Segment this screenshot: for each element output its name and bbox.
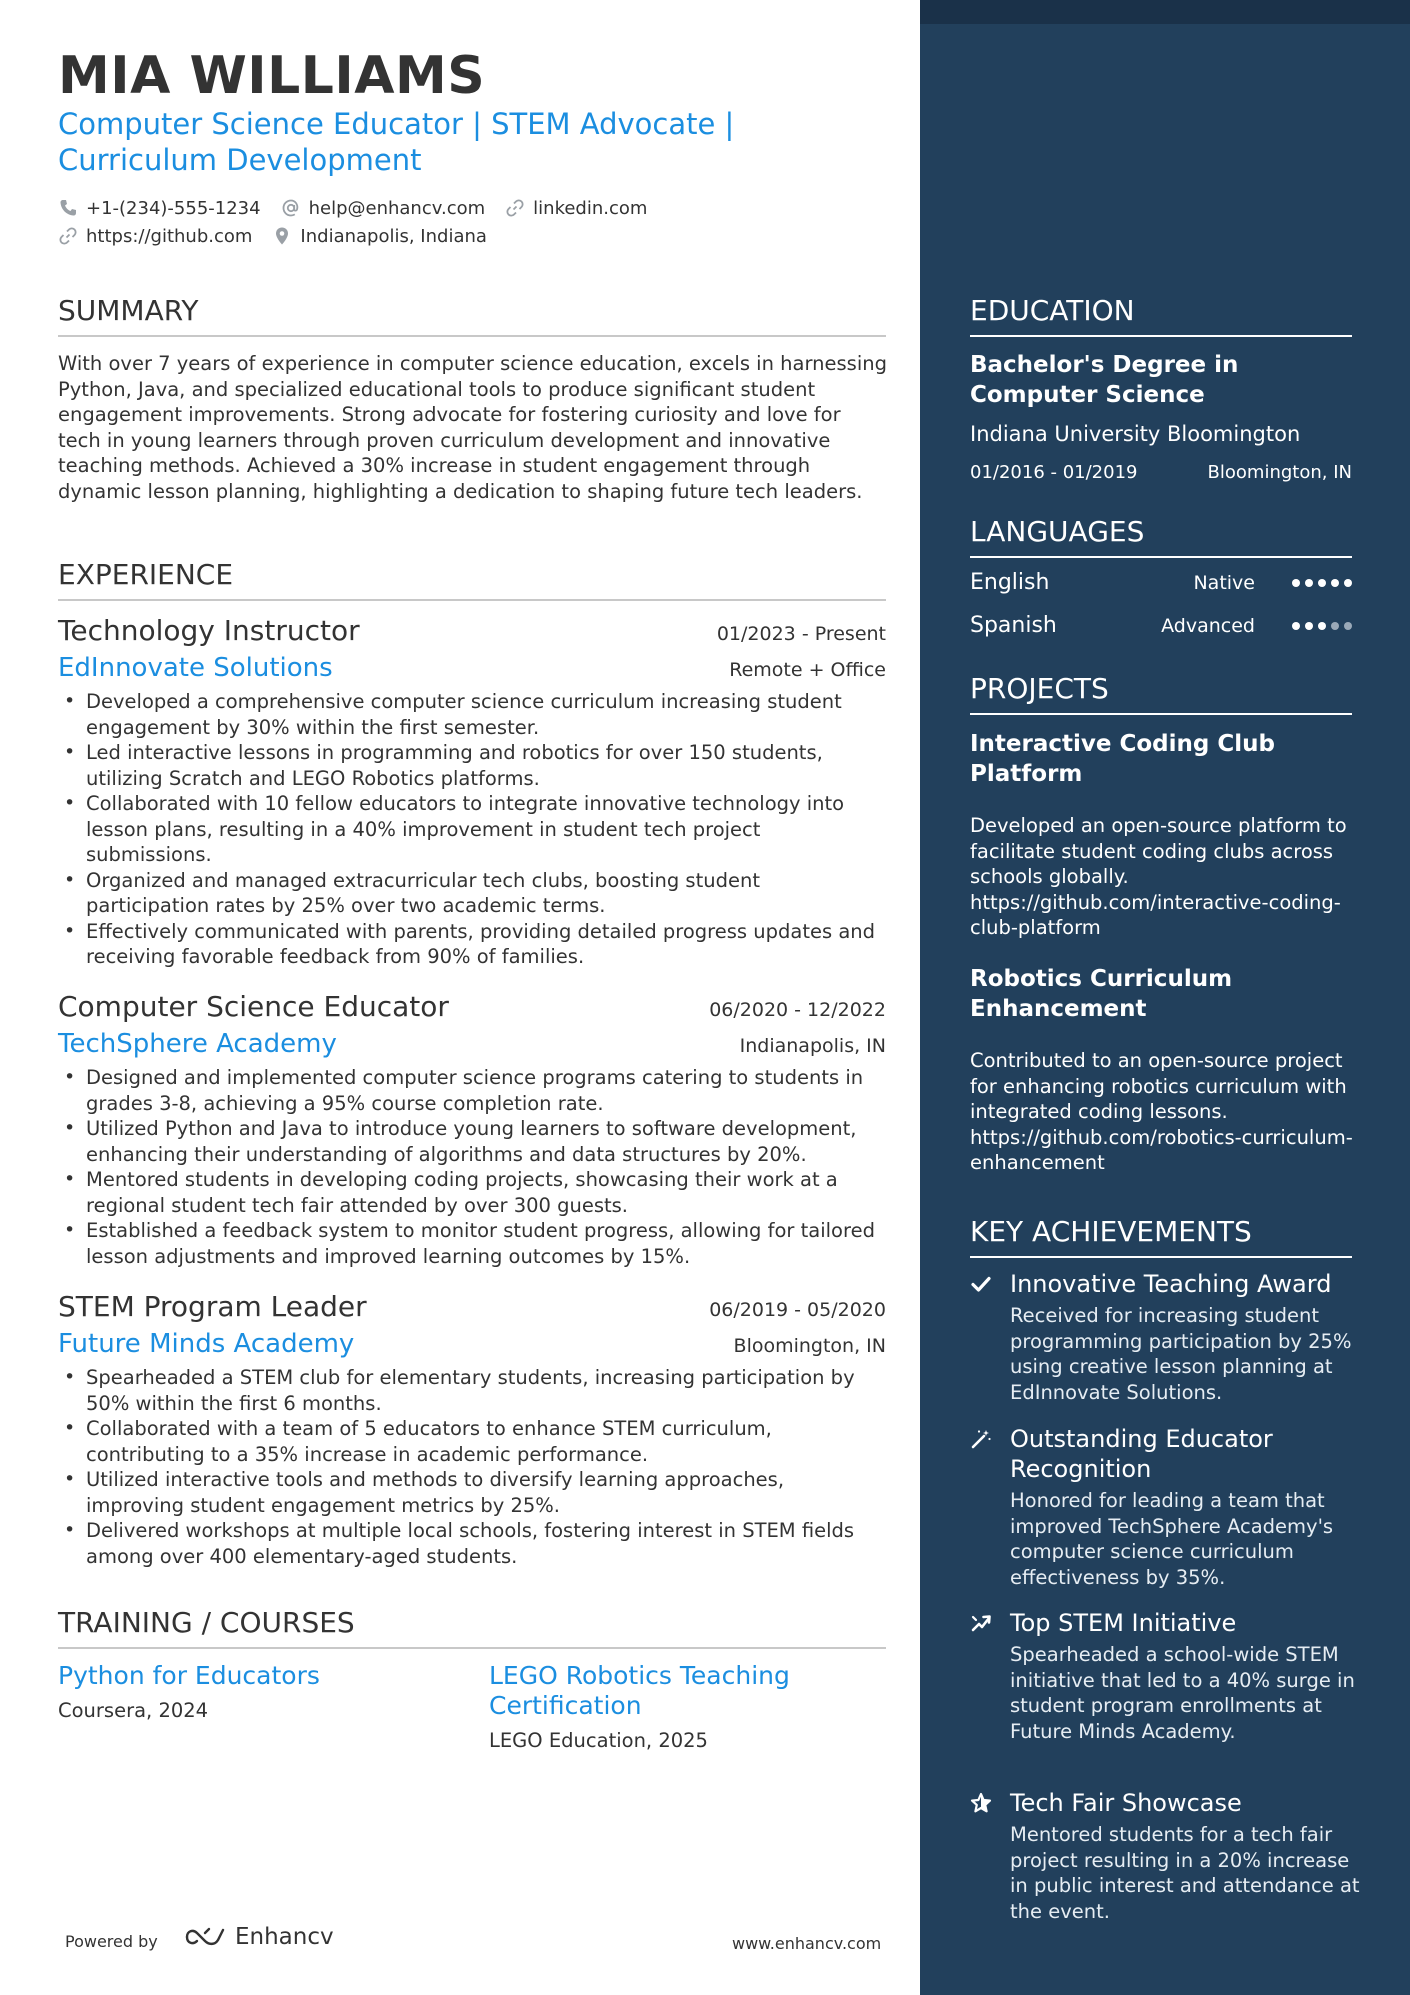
footer-website-link[interactable]: www.enhancv.com [732,1934,882,1953]
job-bullet: • Utilized Python and Java to introduce young learners to software development, enhancing their understanding of algorithms and data structures by 20%. [58,1116,886,1167]
experience-heading: EXPERIENCE [58,558,886,601]
contact-info [58,194,878,250]
proficiency-dots [1287,579,1352,587]
course-title: Python for Educators [58,1661,320,1690]
achievements-heading: KEY ACHIEVEMENTS [970,1215,1352,1258]
linkedin-text: linkedin.com [533,197,648,219]
job-entry [58,1290,886,1569]
checkmark-icon [970,1273,992,1295]
proficiency-dot-filled [1318,579,1326,587]
company-name: Future Minds Academy [58,1329,355,1359]
education-school: Indiana University Bloomington [970,422,1301,446]
job-bullet: • Led interactive lessons in programming and robotics for over 150 students, utilizing Scratch and LEGO Robotics platforms. [58,740,886,791]
sidebar-top-bar [920,0,1410,24]
achievement-title: Top STEM Initiative [1010,1609,1237,1637]
education-location: Bloomington, IN [1207,462,1352,483]
project-description: Contributed to an open-source project for enhancing robotics curriculum with integrated coding lessons. https://github.com/robotics-curriculum-enhancement [970,1049,1353,1174]
proficiency-dot-empty [1331,622,1339,630]
course-entry [489,1661,869,1752]
location-pin-icon [272,226,292,246]
proficiency-dot-filled [1292,579,1300,587]
summary-heading: SUMMARY [58,294,886,337]
location-text: Indianapolis, Indiana [300,225,487,247]
proficiency-dot-filled [1344,579,1352,587]
education-meta [970,462,1352,483]
job-bullet: • Collaborated with 10 fellow educators to integrate innovative technology into lesson plans, resulting in a 40% improvement in student tech project submissions. [58,791,886,868]
job-location: Indianapolis, IN [739,1035,886,1057]
achievement-title: Innovative Teaching Award [1010,1270,1332,1298]
job-bullet: • Mentored students in developing coding projects, showcasing their work at a regional student tech fair attended by over 300 guests. [58,1167,886,1218]
proficiency-dot-filled [1305,622,1313,630]
education-degree: Bachelor's Degree in Computer Science [970,352,1239,408]
company-name: TechSphere Academy [58,1029,337,1059]
magic-wand-icon [970,1428,992,1450]
job-title: STEM Program Leader [58,1290,367,1323]
project-title: Interactive Coding Club Platform [970,731,1275,787]
github-text: https://github.com [86,225,253,247]
job-bullet: • Organized and managed extracurricular tech clubs, boosting student participation rates by 25% over two academic terms. [58,868,886,919]
proficiency-dot-filled [1318,622,1326,630]
language-name: Spanish [970,613,1057,638]
rising-arrow-icon [970,1612,992,1634]
projects-heading: PROJECTS [970,672,1352,715]
email-text: help@enhancv.com [308,197,486,219]
candidate-tagline: Computer Science Educator | STEM Advocate | Curriculum Development [58,107,735,177]
job-bullet: • Collaborated with a team of 5 educators to enhance STEM curriculum, contributing to a 35% increase in academic performance. [58,1416,886,1467]
education-dates: 01/2016 - 01/2019 [970,462,1138,483]
job-location: Bloomington, IN [733,1335,886,1357]
language-item [970,570,1352,595]
language-name: English [970,570,1050,595]
job-bullet: • Utilized interactive tools and methods to diversify learning approaches, improving student engagement metrics by 25%. [58,1467,886,1518]
github-contact[interactable] [58,226,252,247]
phone-text: +1-(234)-555-1234 [86,197,261,219]
job-bullet: • Effectively communicated with parents, providing detailed progress updates and receiving favorable feedback from 90% of families. [58,919,886,970]
job-date: 06/2019 - 05/2020 [709,1299,886,1321]
course-title: LEGO Robotics Teaching Certification [489,1661,790,1720]
proficiency-dot-filled [1292,622,1300,630]
job-entry [58,990,886,1269]
job-title: Computer Science Educator [58,990,449,1023]
star-icon [970,1792,992,1814]
location-contact [272,226,487,247]
achievement-item [970,1269,1370,1405]
language-level: Native [1193,571,1255,594]
summary-text: With over 7 years of experience in computer science education, excels in harnessing Python, Java, and specialized educational tools to produce significant student engagement improvements. Strong advocate for fostering curiosity and love for tech in young learners through proven curriculum development and innovative teaching methods. Achieved a 30% increase in student engagement through dynamic lesson planning, highlighting a dedication to shaping future tech leaders. [58,352,887,503]
link-icon [58,226,78,246]
enhancv-brand-text: Enhancv [235,1924,334,1950]
proficiency-dot-filled [1305,579,1313,587]
powered-by-label: Powered by [65,1932,158,1951]
achievement-description: Spearheaded a school-wide STEM initiative that led to a 40% surge in student program enrollments at Future Minds Academy. [1010,1643,1355,1743]
company-name: EdInnovate Solutions [58,653,333,683]
linkedin-contact[interactable] [505,198,647,219]
course-entry [58,1661,438,1722]
achievement-item [970,1788,1370,1924]
job-bullet: • Designed and implemented computer science programs catering to students in grades 3-8, achieving a 95% course completion rate. [58,1065,886,1116]
phone-icon [58,198,78,218]
proficiency-dot-filled [1331,579,1339,587]
job-date: 01/2023 - Present [716,623,886,645]
job-bullet: • Established a feedback system to monitor student progress, allowing for tailored lesson adjustments and improved learning outcomes by 15%. [58,1218,886,1269]
education-heading: EDUCATION [970,294,1352,337]
achievement-title: Tech Fair Showcase [1010,1789,1242,1817]
job-bullets [58,1365,886,1569]
project-description: Developed an open-source platform to facilitate student coding clubs across schools globally. https://github.com/interactive-coding-club-platform [970,814,1347,939]
training-heading: TRAINING / COURSES [58,1606,886,1649]
job-bullet: • Spearheaded a STEM club for elementary students, increasing participation by 50% within the first 6 months. [58,1365,886,1416]
proficiency-dots [1287,622,1352,630]
language-item [970,613,1352,638]
achievement-title: Outstanding Educator Recognition [1010,1425,1273,1483]
project-title: Robotics Curriculum Enhancement [970,966,1233,1022]
job-bullets [58,1065,886,1269]
email-contact[interactable] [281,198,486,219]
phone-contact[interactable] [58,198,261,219]
job-location: Remote + Office [729,659,886,681]
job-bullet: • Developed a comprehensive computer science curriculum increasing student engagement by 30% within the first semester. [58,689,886,740]
candidate-name: MIA WILLIAMS [58,46,486,106]
achievement-item [970,1608,1370,1744]
language-level: Advanced [1161,614,1255,637]
achievement-description: Mentored students for a tech fair project resulting in a 20% increase in public interest and attendance at the event. [1010,1823,1360,1923]
achievement-description: Honored for leading a team that improved TechSphere Academy's computer science curriculum effectiveness by 35%. [1010,1489,1334,1589]
achievement-description: Received for increasing student programming participation by 25% using creative lesson planning at EdInnovate Solutions. [1010,1304,1352,1404]
job-entry [58,614,886,970]
enhancv-logo[interactable] [183,1924,334,1950]
job-title: Technology Instructor [58,614,360,647]
job-bullets [58,689,886,970]
sidebar-column [920,0,1410,1995]
proficiency-dot-empty [1344,622,1352,630]
languages-heading: LANGUAGES [970,515,1352,558]
job-date: 06/2020 - 12/2022 [709,999,886,1021]
enhancv-logo-icon [183,1925,229,1949]
achievement-item [970,1424,1370,1590]
link-icon [505,198,525,218]
course-provider: LEGO Education, 2025 [489,1729,708,1752]
course-provider: Coursera, 2024 [58,1699,209,1722]
at-icon [281,198,301,218]
job-bullet: • Delivered workshops at multiple local schools, fostering interest in STEM fields among over 400 elementary-aged students. [58,1518,886,1569]
